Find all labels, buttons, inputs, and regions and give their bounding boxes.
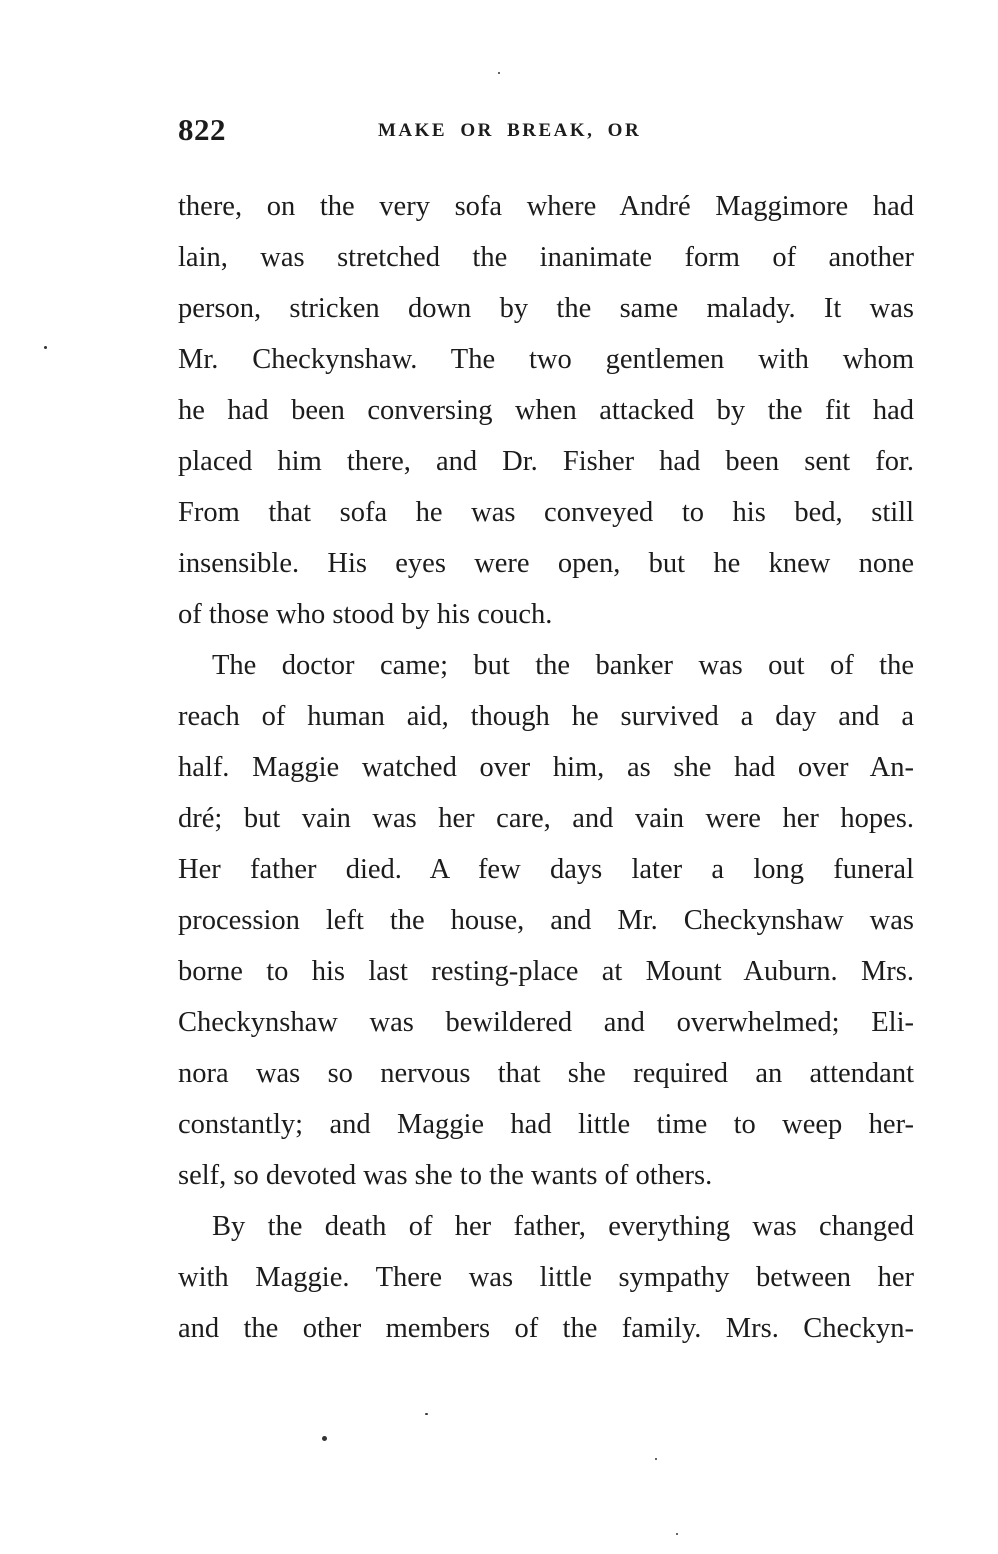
text-line: borne to his last resting-place at Mount Auburn. Mrs. xyxy=(178,956,914,987)
text-line: reach of human aid, though he survived a day and a xyxy=(178,701,914,732)
paragraph xyxy=(178,640,914,1201)
scan-speck xyxy=(655,1458,657,1460)
text-line: there, on the very sofa where André Maggimore had xyxy=(178,191,914,222)
text-line: By the death of her father, everything was changed xyxy=(212,1211,914,1242)
text-line: half. Maggie watched over him, as she had over An- xyxy=(178,752,914,783)
text-line: nora was so nervous that she required an attendant xyxy=(178,1058,914,1089)
text-line: constantly; and Maggie had little time to weep her- xyxy=(178,1109,914,1140)
text-line: From that sofa he was conveyed to his bed, still xyxy=(178,497,914,528)
body-text xyxy=(178,181,914,1354)
text-line: Her father died. A few days later a long funeral xyxy=(178,854,914,885)
scan-speck xyxy=(498,72,500,74)
running-head xyxy=(178,112,914,152)
text-line: The doctor came; but the banker was out of the xyxy=(212,650,914,681)
text-line: placed him there, and Dr. Fisher had been sent for. xyxy=(178,446,914,477)
text-line: he had been conversing when attacked by the fit had xyxy=(178,395,914,426)
running-title: MAKE OR BREAK, OR xyxy=(378,120,642,141)
paragraph xyxy=(178,1201,914,1354)
text-line: Checkynshaw was bewildered and overwhelmed; Eli- xyxy=(178,1007,914,1038)
scan-speck xyxy=(322,1436,327,1441)
text-line: and the other members of the family. Mrs. Checkyn- xyxy=(178,1313,914,1344)
text-line: with Maggie. There was little sympathy between her xyxy=(178,1262,914,1293)
text-line: procession left the house, and Mr. Checkynshaw was xyxy=(178,905,914,936)
scan-speck xyxy=(676,1533,678,1535)
paragraph xyxy=(178,181,914,640)
page-number: 822 xyxy=(178,112,226,147)
text-line: lain, was stretched the inanimate form of another xyxy=(178,242,914,273)
text-line: Mr. Checkynshaw. The two gentlemen with whom xyxy=(178,344,914,375)
scan-speck xyxy=(44,346,47,349)
text-line: person, stricken down by the same malady. It was xyxy=(178,293,914,324)
text-line: self, so devoted was she to the wants of others. xyxy=(178,1160,713,1191)
text-line: of those who stood by his couch. xyxy=(178,599,553,630)
scan-speck xyxy=(425,1413,428,1415)
text-line: insensible. His eyes were open, but he knew none xyxy=(178,548,914,579)
text-line: dré; but vain was her care, and vain were her hopes. xyxy=(178,803,914,834)
